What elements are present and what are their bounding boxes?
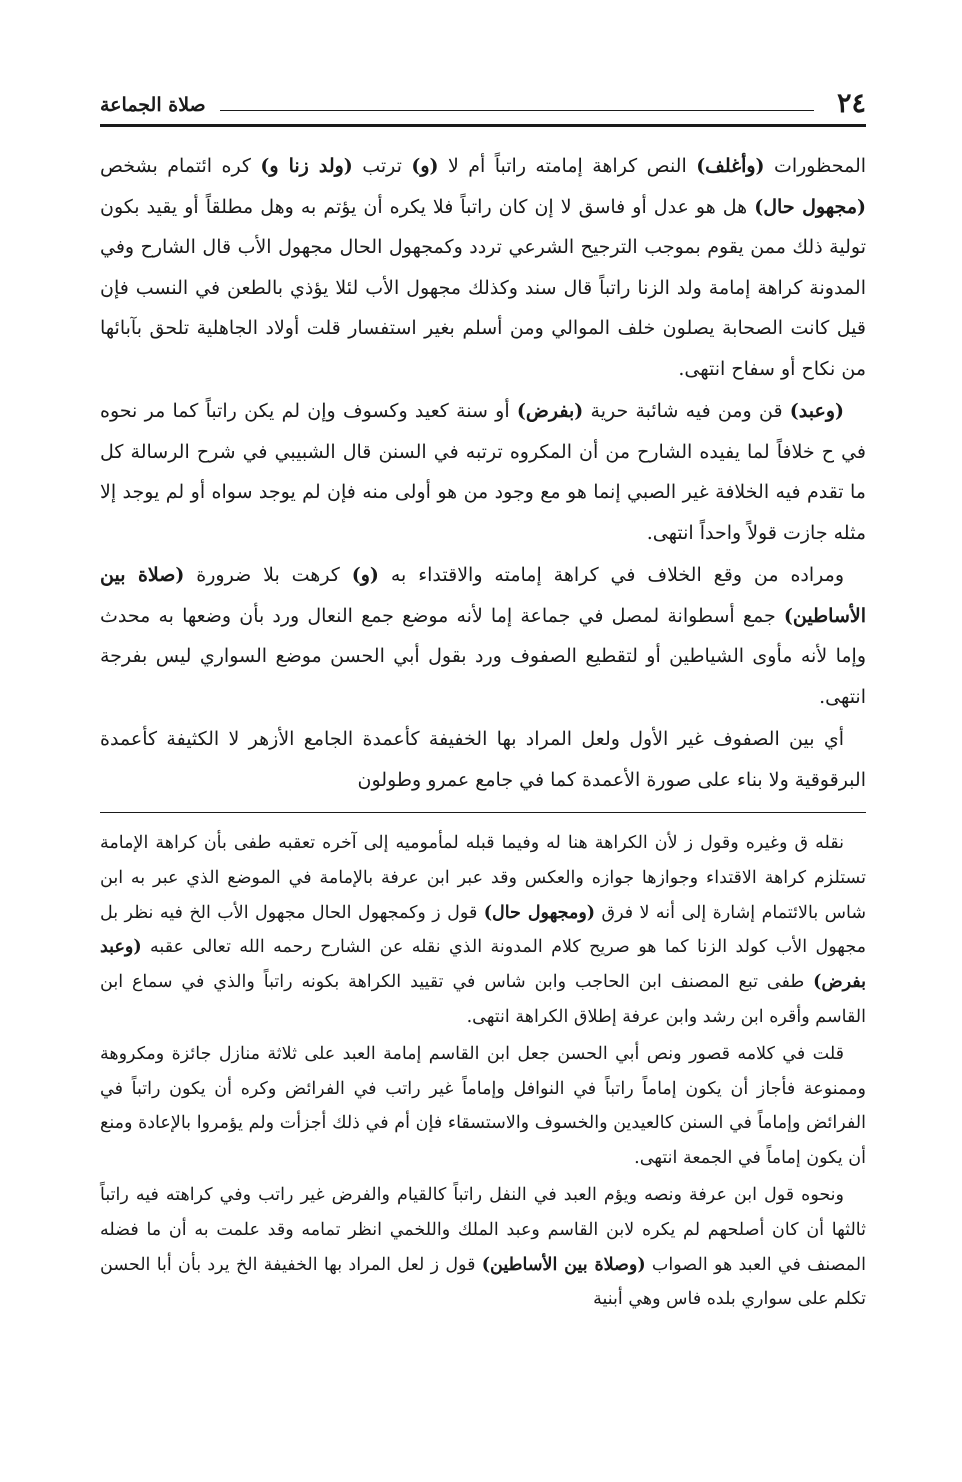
bold-term: (وأغلف) [696,155,765,177]
text-run: جمع أسطوانة لمصل في جماعة إما لأنه موضع جمع النعال ورد بأن وضعها به محدث وإما لأنه مأوى الشياطين أو لتقطيع الصفوف ورد بقول أبي الحسن موضع السواري ليس بفرجة انتهى. [100,604,866,708]
running-title: صلاة الجماعة [100,94,206,116]
text-run: ومراده من وقع الخلاف في كراهة إمامته والاقتداء به [378,564,845,586]
bold-term: (صلاة بين الأساطين) [100,564,866,627]
text-run: النص كراهة إمامته راتباً أم لا [438,155,697,177]
text-run: قلت في كلامه قصور ونص أبي الحسن جعل ابن القاسم إمامة العبد على ثلاثة منازل جائزة ومكروهة وممنوعة فأجاز أن يكون إماماً راتباً في النوافل وإماماً غير راتب في الفرائض وكره أن يكون راتباً في الفرائض وإماماً في السنن كالعيدين والخسوف والاستسقاء فإن أم في ذلك أجزأت ولم يؤمروا بالإعادة ومنع أن يكون إماماً في الجمعة انتهى. [100,1043,866,1169]
page-header [100,86,866,126]
text-run: أو سنة كعيد وكسوف وإن لم يكن راتباً كما مر نحوه في ح خلافاً لما يفيده الشارح من أن المكروه ترتبه في السنن قال الشبيبي في شرح الرسالة كل ما تقدم فيه الخلافة غير الصبي إنما هو مع وجود من هو أولى منه فإن لم يوجد سواه أو لم يوجد إلا مثله جازت قولاً واحداً انتهى. [100,400,866,544]
text-run: كره ائتمام بشخص [100,155,261,177]
bold-term: (ولد زنا و) [260,155,353,177]
page-number: ٢٤ [836,88,866,119]
main-paragraph-3 [100,555,866,717]
bold-term: (وعبد بفرض) [100,937,866,993]
main-paragraph-1 [100,146,866,389]
text-run: قول ز وكمجهول الحال مجهول الأب الخ فيه نظر بل مجهول الأب كولد الزنا كما هو صريح كلام المدونة الذي نقله عن الشارح رحمه الله تعالى عقبه [100,902,866,958]
text-run: كرهت بلا ضرورة [184,564,352,586]
main-text [100,146,866,800]
header-rule [100,124,866,127]
note-paragraph-1 [100,826,866,1035]
text-run: المحظورات [764,155,867,177]
bold-term: (مجهول حال) [754,195,866,218]
footnote-separator [100,812,866,813]
text-run: ترتب [352,155,412,177]
note-paragraph-2 [100,1037,866,1176]
note-paragraph-3 [100,1178,866,1317]
text-run: أي بين الصفوف غير الأول ولعل المراد بها الخفيفة كأعمدة الجامع الأزهر لا الكثيفة كأعمدة البرقوقية ولا بناء على صورة الأعمدة كما في جامع عمرو وطولون [100,728,866,791]
text-run: طفى تبع المصنف ابن الحاجب وابن شاس في تقييد الكراهة بكونه راتباً والذي في سماع ابن القاسم وأقره ابن رشد وابن عرفة إطلاق الكراهة انتهى. [100,972,866,1027]
main-paragraph-4 [100,719,866,800]
text-run: قول ز لعل المراد بها الخفيفة الخ يرد بأن أبا الحسن تكلم على سواري بلده فاس وهي أبنية [100,1254,866,1310]
main-paragraph-2 [100,391,866,553]
text-run: نقله ق وغيره وقول ز لأن الكراهة هنا له وفيما قبله لمأموميه إلى آخره تعقبه طفى بأن كراهة الإمامة تستلزم كراهة الاقتداء وجوازها جوازه والعكس وقد عبر ابن عرفة بالإمامة في الموضع الذي عبر به ابن شاس بالائتمام إشارة إلى أنه لا فرق [100,833,866,923]
bold-term: (ومجهول حال) [483,902,596,923]
text-run: قن ومن فيه شائبة حرية [583,400,790,422]
header-line [220,110,814,111]
commentary-notes [100,826,866,1317]
text-run: ونحوه قول ابن عرفة ونصه ويؤم العبد في النفل راتباً كالقيام والفرض غير راتب وفي كراهته فيه راتباً ثالثها أن كان أصلحهم لم يكره لابن القاسم وعبد الملك واللخمي انظر تمامه وقد علمت به أن ما فضله المصنف في العبد هو الصواب [100,1184,866,1275]
bold-term: (وصلاة بين الأساطين) [481,1254,646,1275]
bold-term: (و) [351,564,379,586]
bold-term: (وعبد) [789,400,844,422]
bold-term: (بفرض) [516,400,584,422]
text-run: هل هو عدل أو فاسق لا إن كان راتباً فلا يكره أن يؤتم به وهل مطلقاً أو يقيد بكون تولية ذلك ممن يقوم بموجب الترجيح الشرعي تردد وكمجهول الحال مجهول الأب قال الشارح وفي المدونة كراهة إمامة ولد الزنا راتباً قال سند وكذلك مجهول الأب لئلا يؤذي بالطعن في النسب فإن قيل كانت الصحابة يصلون خلف الموالي ومن أسلم بغير استفسار قلت أولاد الجاهلية تلحق بآبائها من نكاح أو سفاح انتهى. [100,195,866,380]
bold-term: (و) [411,155,439,177]
